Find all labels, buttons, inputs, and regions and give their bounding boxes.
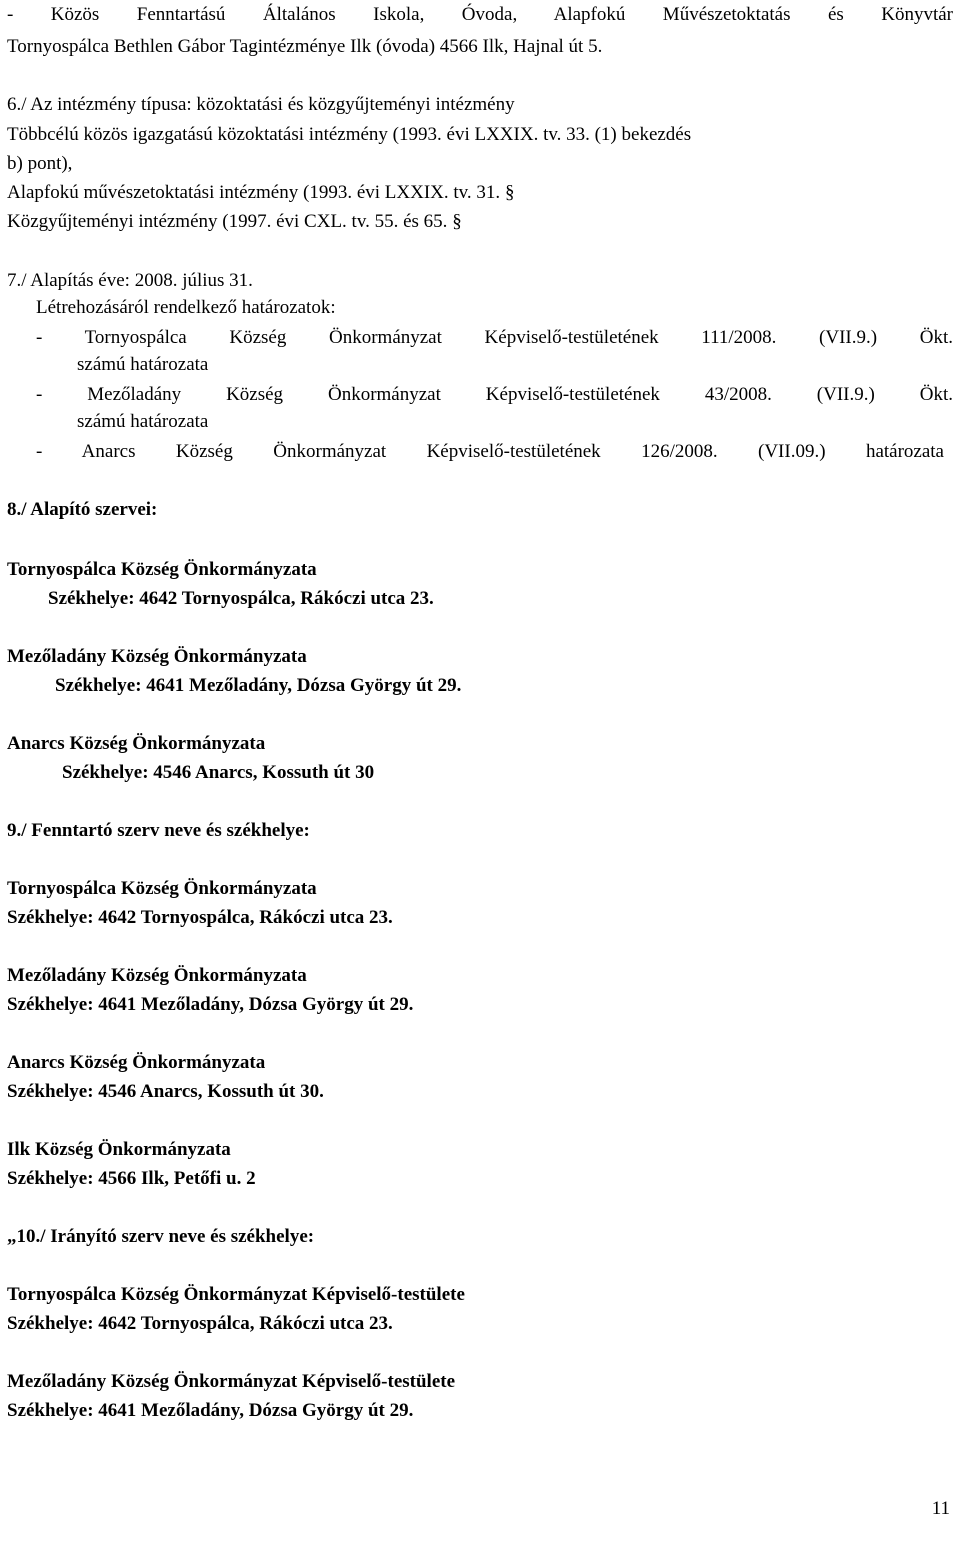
founder-1-name: Tornyospálca Község Önkormányzata bbox=[7, 559, 317, 580]
founder-3-name: Anarcs Község Önkormányzata bbox=[7, 733, 266, 754]
founder-2-name: Mezőladány Község Önkormányzata bbox=[7, 646, 307, 667]
founder-2-seat: Székhelye: 4641 Mezőladány, Dózsa György út 29. bbox=[55, 675, 462, 696]
maintainer-2-seat: Székhelye: 4641 Mezőladány, Dózsa György út 29. bbox=[7, 994, 414, 1015]
maintainer-4-seat: Székhelye: 4566 Ilk, Petőfi u. 2 bbox=[7, 1168, 256, 1189]
decision-2: - Mezőladány Község Önkormányzat Képviselő-testületének 43/2008. (VII.9.) Ökt. bbox=[36, 384, 953, 405]
item6-line1: Többcélú közös igazgatású közoktatási intézmény (1993. évi LXXIX. tv. 33. (1) bekezdés bbox=[7, 124, 692, 145]
section-symbol: § bbox=[452, 211, 462, 232]
item5-line1: - Közös Fenntartású Általános Iskola, Óvoda, Alapfokú Művészetoktatás és Könyvtár bbox=[7, 4, 953, 25]
controller-1-name: Tornyospálca Község Önkormányzat Képviselő-testülete bbox=[7, 1284, 465, 1305]
item10-heading: „10./ Irányító szerv neve és székhelye: bbox=[7, 1226, 315, 1247]
controller-1-seat: Székhelye: 4642 Tornyospálca, Rákóczi utca 23. bbox=[7, 1313, 393, 1334]
item7-heading: 7./ Alapítás éve: 2008. július 31. bbox=[7, 270, 253, 291]
item8-heading: 8./ Alapító szervei: bbox=[7, 499, 158, 520]
decision-2-cont: számú határozata bbox=[77, 411, 209, 432]
maintainer-1-seat: Székhelye: 4642 Tornyospálca, Rákóczi utca 23. bbox=[7, 907, 393, 928]
maintainer-3-seat: Székhelye: 4546 Anarcs, Kossuth út 30. bbox=[7, 1081, 324, 1102]
controller-2-name: Mezőladány Község Önkormányzat Képviselő-testülete bbox=[7, 1371, 456, 1392]
item7-subheading: Létrehozásáról rendelkező határozatok: bbox=[36, 297, 336, 318]
controller-2-seat: Székhelye: 4641 Mezőladány, Dózsa György út 29. bbox=[7, 1400, 414, 1421]
page-number: 11 bbox=[931, 1498, 950, 1519]
maintainer-2-name: Mezőladány Község Önkormányzata bbox=[7, 965, 307, 986]
item6-line3: Alapfokú művészetoktatási intézmény (1993. évi LXXIX. tv. 31. § bbox=[7, 182, 515, 203]
maintainer-3-name: Anarcs Község Önkormányzata bbox=[7, 1052, 266, 1073]
item6-line2: b) pont), bbox=[7, 153, 73, 174]
item9-heading: 9./ Fenntartó szerv neve és székhelye: bbox=[7, 820, 310, 841]
maintainer-1-name: Tornyospálca Község Önkormányzata bbox=[7, 878, 317, 899]
item6-heading: 6./ Az intézmény típusa: közoktatási és közgyűjteményi intézmény bbox=[7, 94, 515, 115]
decision-3: - Anarcs Község Önkormányzat Képviselő-testületének 126/2008. (VII.09.) határozata bbox=[36, 441, 944, 462]
founder-3-seat: Székhelye: 4546 Anarcs, Kossuth út 30 bbox=[62, 762, 375, 783]
decision-1: - Tornyospálca Község Önkormányzat Képviselő-testületének 111/2008. (VII.9.) Ökt. bbox=[36, 327, 953, 348]
decision-1-cont: számú határozata bbox=[77, 354, 209, 375]
maintainer-4-name: Ilk Község Önkormányzata bbox=[7, 1139, 231, 1160]
item5-line2: Tornyospálca Bethlen Gábor Tagintézménye Ilk (óvoda) 4566 Ilk, Hajnal út 5. bbox=[7, 36, 603, 57]
section-symbol: § bbox=[504, 182, 515, 203]
founder-1-seat: Székhelye: 4642 Tornyospálca, Rákóczi utca 23. bbox=[48, 588, 434, 609]
item6-line4: Közgyűjteményi intézmény (1997. évi CXL. tv. 55. és 65. § bbox=[7, 211, 462, 232]
